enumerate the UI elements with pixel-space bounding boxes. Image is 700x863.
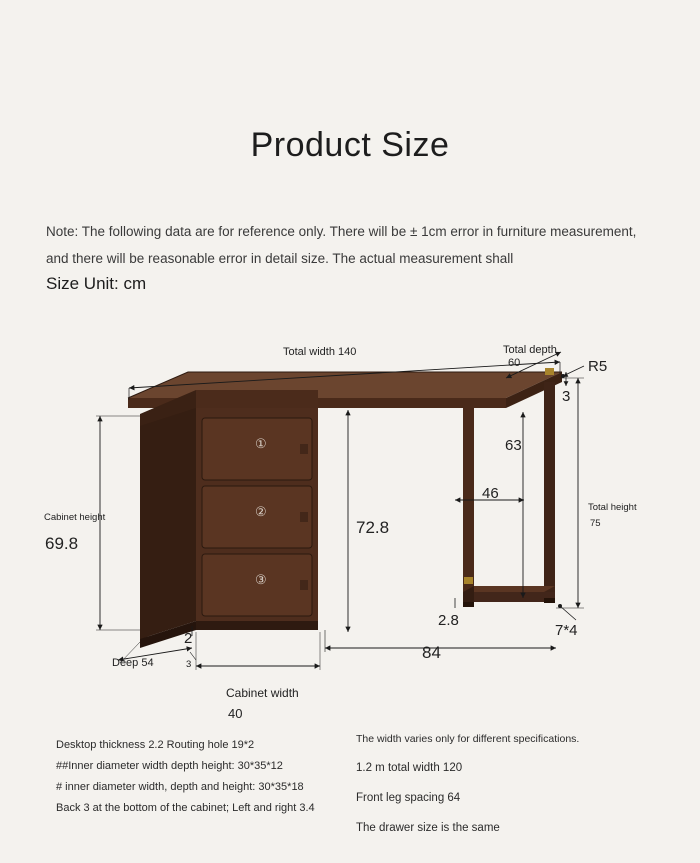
spec-desktop-thickness: Desktop thickness 2.2 Routing hole 19*2 [56, 739, 255, 751]
spec-inner-diameter-2: # inner diameter width, depth and height: 30*35*18 [56, 781, 304, 793]
desk-drawing [0, 330, 700, 730]
label-total-height: Total height [588, 502, 637, 513]
spec-cabinet-back: Back 3 at the bottom of the cabinet; Left and right 3.4 [56, 802, 315, 814]
label-cabinet-width-value: 40 [228, 706, 243, 721]
label-7x4: 7*4 [555, 622, 578, 639]
label-r5: R5 [588, 358, 608, 375]
drawer-marker-1: ① [255, 436, 267, 451]
label-cabinet-width: Cabinet width [226, 686, 299, 700]
label-desktop-edge-3: 3 [562, 388, 571, 405]
desk-dimension-diagram [0, 330, 700, 730]
label-total-depth: Total depth [503, 344, 557, 356]
specs-left-column [56, 737, 356, 821]
label-total-depth-value: 60 [508, 357, 521, 369]
spec-front-leg-spacing: Front leg spacing 64 [356, 792, 461, 804]
label-84: 84 [422, 643, 441, 662]
size-unit-label: Size Unit: cm [46, 274, 147, 293]
label-46: 46 [482, 485, 499, 502]
drawer-marker-3: ③ [255, 572, 267, 587]
label-63: 63 [505, 437, 522, 454]
drawer-marker-2: ② [255, 504, 267, 519]
label-2: 2 [184, 630, 193, 647]
label-72-8: 72.8 [356, 518, 390, 537]
spec-width-varies: The width varies only for different specifications. [356, 733, 580, 745]
specs-right-column [356, 733, 656, 850]
label-total-height-value: 75 [590, 518, 601, 529]
measurement-note: Note: The following data are for reference only. There will be ± 1cm error in furniture measurement, and there will be reasonable error in detail size. The actual measurement shall [46, 224, 637, 266]
label-cabinet-height: Cabinet height [44, 512, 106, 523]
label-total-width: Total width 140 [283, 346, 357, 358]
label-3-cabinet: 3 [186, 659, 192, 670]
spec-inner-diameter-1: ##Inner diameter width depth height: 30*35*12 [56, 760, 283, 772]
label-2-8: 2.8 [438, 612, 459, 629]
page-title: Product Size [250, 126, 450, 164]
label-deep-54: Deep 54 [112, 657, 154, 669]
label-cabinet-height-value: 69.8 [45, 534, 79, 553]
spec-total-width-120: 1.2 m total width 120 [356, 762, 463, 774]
spec-drawer-size: The drawer size is the same [356, 822, 500, 834]
